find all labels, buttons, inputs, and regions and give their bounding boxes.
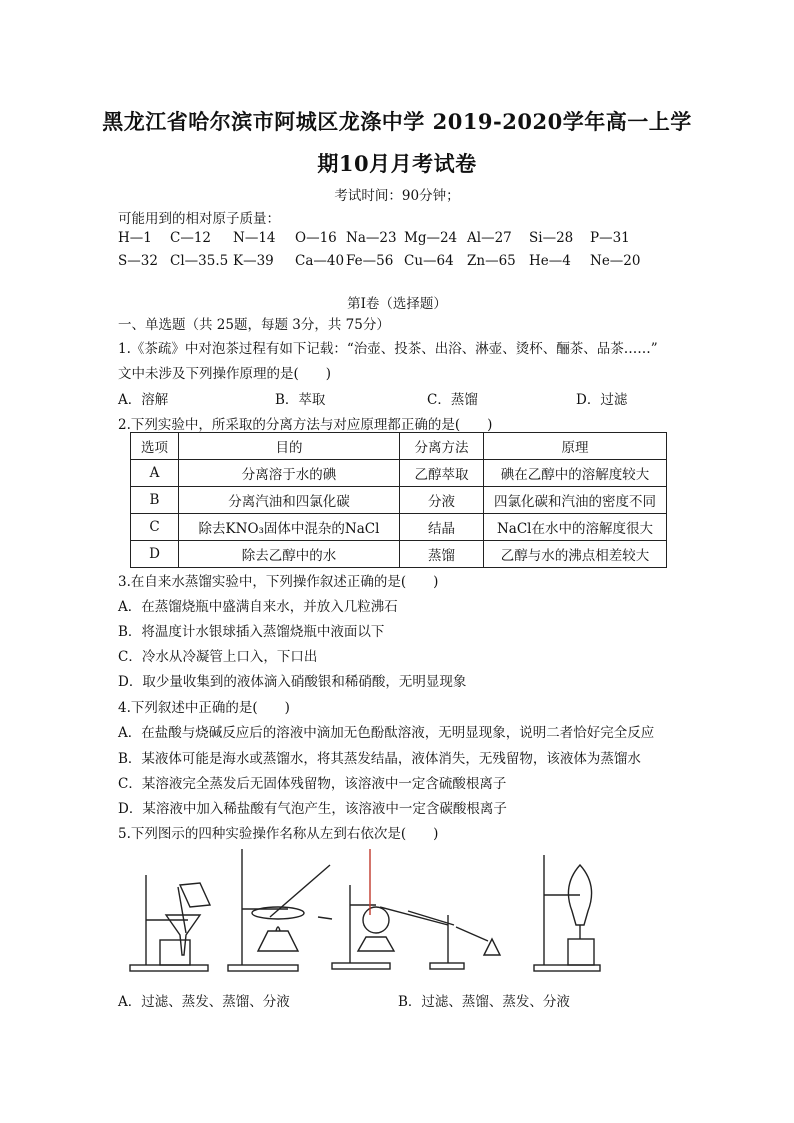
q3-option-c: C．冷水从冷凝管上口入，下口出 (118, 649, 318, 665)
separation-table (130, 432, 667, 568)
evaporation-apparatus-icon (228, 849, 332, 971)
table-cell: 结晶 (400, 514, 484, 541)
q5-option-b: B．过滤、蒸馏、蒸发、分液 (398, 994, 570, 1010)
table-header-cell: 分离方法 (400, 433, 484, 460)
table-header-cell: 目的 (179, 433, 400, 460)
exam-time: 考试时间：90分钟； (334, 188, 460, 204)
mass-item: Cu—64 (404, 253, 454, 269)
table-cell: B (131, 487, 179, 514)
mass-item: Fe—56 (346, 253, 394, 269)
mass-item: C—12 (170, 230, 212, 246)
q1-stem-line1: 1.《茶疏》中对泡茶过程有如下记载：“治壶、投茶、出浴、淋壶、烫杯、酾茶、品茶……” (118, 341, 658, 357)
mass-item: K—39 (233, 253, 274, 269)
mass-item: He—4 (529, 253, 571, 269)
table-cell: D (131, 541, 179, 568)
separatory-funnel-icon (534, 855, 600, 971)
q1-stem-line2: 文中未涉及下列操作原理的是( ) (118, 366, 332, 382)
q3-option-d: D．取少量收集到的液体滴入硝酸银和稀硝酸，无明显现象 (118, 674, 467, 690)
q1-option-a: A．溶解 (118, 392, 169, 408)
q3-stem: 3.在自来水蒸馏实验中，下列操作叙述正确的是( ) (118, 574, 439, 590)
atomic-mass-row-1 (118, 230, 630, 246)
q4-option-b: B．某液体可能是海水或蒸馏水，将其蒸发结晶，液体消失，无残留物，该液体为蒸馏水 (118, 751, 641, 767)
filtration-apparatus-icon (130, 875, 210, 971)
distillation-apparatus-icon (332, 849, 500, 969)
q5-stem: 5.下列图示的四种实验操作名称从左到右依次是( ) (118, 826, 439, 842)
table-row (131, 514, 667, 541)
mass-item: Mg—24 (404, 230, 458, 246)
table-header-cell: 选项 (131, 433, 179, 460)
q3-option-b: B．将温度计水银球插入蒸馏烧瓶中液面以下 (118, 624, 385, 640)
table-cell: NaCl在水中的溶解度很大 (484, 514, 667, 541)
table-cell: A (131, 460, 179, 487)
mass-item: Zn—65 (467, 253, 516, 269)
q4-stem: 4.下列叙述中正确的是( ) (118, 700, 290, 716)
table-cell: 分液 (400, 487, 484, 514)
section-title: 第Ⅰ卷（选择题） (347, 296, 447, 312)
q3-option-a: A．在蒸馏烧瓶中盛满自来水，并放入几粒沸石 (118, 599, 398, 615)
part-heading: 一、单选题（共 25题，每题 3分，共 75分） (118, 317, 390, 333)
q5-option-a: A．过滤、蒸发、蒸馏、分液 (118, 994, 290, 1010)
mass-item: Ne—20 (590, 253, 641, 269)
table-header-cell: 原理 (484, 433, 667, 460)
mass-item: Cl—35.5 (170, 253, 229, 269)
atomic-mass-label: 可能用到的相对原子质量： (118, 211, 280, 227)
mass-item: Si—28 (529, 230, 574, 246)
table-cell: 分离溶于水的碘 (179, 460, 400, 487)
mass-item: H—1 (118, 230, 152, 246)
exam-title-line2: 期10月月考试卷 (317, 151, 477, 176)
lab-apparatus-figure (118, 845, 608, 975)
table-cell: C (131, 514, 179, 541)
table-cell: 乙醇与水的沸点相差较大 (484, 541, 667, 568)
mass-item: Na—23 (346, 230, 397, 246)
table-cell: 除去乙醇中的水 (179, 541, 400, 568)
table-cell: 碘在乙醇中的溶解度较大 (484, 460, 667, 487)
table-cell: 四氯化碳和汽油的密度不同 (484, 487, 667, 514)
table-cell: 蒸馏 (400, 541, 484, 568)
q4-option-c: C．某溶液完全蒸发后无固体残留物，该溶液中一定含硫酸根离子 (118, 776, 507, 792)
q4-option-d: D．某溶液中加入稀盐酸有气泡产生，该溶液中一定含碳酸根离子 (118, 801, 507, 817)
q1-option-d: D．过滤 (576, 392, 628, 408)
mass-item: P—31 (590, 230, 630, 246)
exam-title-line1: 黑龙江省哈尔滨市阿城区龙涤中学 2019-2020学年高一上学 (102, 109, 692, 134)
table-row (131, 487, 667, 514)
table-cell: 分离汽油和四氯化碳 (179, 487, 400, 514)
mass-item: S—32 (118, 253, 158, 269)
table-header-row (131, 433, 667, 460)
q2-stem: 2.下列实验中，所采取的分离方法与对应原理都正确的是( ) (118, 417, 493, 433)
mass-item: Al—27 (467, 230, 512, 246)
atomic-mass-row-2 (118, 253, 640, 269)
mass-item: N—14 (233, 230, 276, 246)
table-cell: 乙醇萃取 (400, 460, 484, 487)
table-row (131, 460, 667, 487)
mass-item: O—16 (295, 230, 337, 246)
q1-option-c: C．蒸馏 (427, 392, 478, 408)
q4-option-a: A．在盐酸与烧碱反应后的溶液中滴加无色酚酞溶液，无明显现象，说明二者恰好完全反应 (118, 725, 655, 741)
table-cell: 除去KNO₃固体中混杂的NaCl (179, 514, 400, 541)
mass-item: Ca—40 (295, 253, 345, 269)
q1-option-b: B．萃取 (275, 392, 326, 408)
table-row (131, 541, 667, 568)
